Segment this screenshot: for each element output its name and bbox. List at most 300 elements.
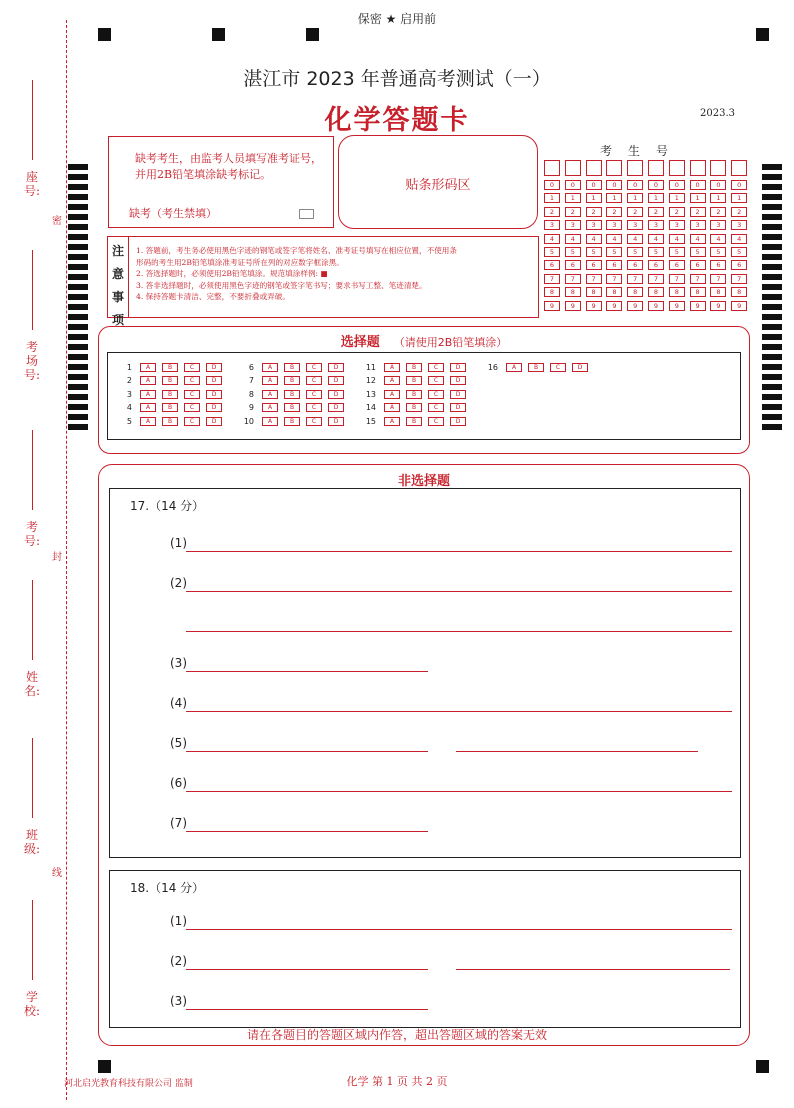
choice-bubble-a[interactable]: A: [384, 390, 400, 399]
choice-bubble-d[interactable]: D: [450, 376, 466, 385]
exam-id-bubble[interactable]: 3: [731, 220, 747, 230]
exam-id-bubble[interactable]: 7: [544, 274, 560, 284]
exam-id-bubble[interactable]: 7: [648, 274, 664, 284]
choice-question: [362, 390, 472, 400]
exam-id-bubble[interactable]: 3: [586, 220, 602, 230]
timing-stripe: [762, 324, 782, 330]
exam-id-bubble[interactable]: 5: [648, 247, 664, 257]
exam-id-bubble[interactable]: 3: [690, 220, 706, 230]
exam-id-bubble[interactable]: 9: [669, 301, 685, 311]
part-label: (1): [170, 914, 187, 928]
choice-bubble-d[interactable]: D: [450, 403, 466, 412]
choice-bubble-c[interactable]: C: [428, 390, 444, 399]
question-number: 3: [126, 389, 132, 399]
question-number: 1: [126, 363, 132, 372]
timing-stripe: [762, 194, 782, 200]
exam-id-bubble[interactable]: 0: [606, 180, 622, 190]
exam-id-bubble[interactable]: 9: [606, 301, 622, 311]
exam-id-bubble[interactable]: 8: [586, 287, 602, 297]
choice-bubble-b[interactable]: B: [406, 376, 422, 385]
exam-id-bubble[interactable]: 9: [731, 301, 747, 311]
side-label: 班级:: [24, 828, 41, 856]
choice-question: [240, 390, 350, 400]
exam-id-bubble[interactable]: 7: [710, 274, 726, 284]
choice-bubble-c[interactable]: C: [306, 376, 322, 385]
question-18-title: 18.（14 分）: [130, 881, 205, 895]
timing-stripe: [68, 334, 88, 340]
notice-lines: 1. 答题前，考生务必使用黑色字迹的钢笔或签字笔将姓名、准考证号填写在相应位置，不使用条 形码的考生用2B铅笔填涂准考证号所在列的对应数字框涂黑。 2. 答选择题时，必须使用2B铅笔填涂。规范填涂样例: ■ 3. 答非选择题时，必须使用黑色字迹的钢笔或签字笔书写；要求书写工整、笔迹清楚。 4. 保持答题卡清洁、完整，不要折叠或弄破。: [136, 246, 457, 302]
choice-bubble-a[interactable]: A: [384, 417, 400, 426]
exam-id-write-box[interactable]: [710, 160, 726, 176]
exam-id-write-box[interactable]: [648, 160, 664, 176]
barcode-area[interactable]: [338, 135, 538, 229]
choice-bubble-a[interactable]: A: [140, 390, 156, 399]
choice-question: [240, 403, 350, 413]
part-label: (5): [170, 736, 187, 750]
exam-id-bubble[interactable]: 3: [669, 220, 685, 230]
timing-stripe: [68, 374, 88, 380]
part-label: (1): [170, 536, 187, 550]
choice-bubble-d[interactable]: D: [450, 390, 466, 399]
timing-stripe: [68, 174, 88, 180]
choice-bubble-a[interactable]: A: [384, 363, 400, 372]
exam-id-bubble[interactable]: 1: [606, 193, 622, 203]
answer-line[interactable]: [186, 831, 428, 832]
exam-id-bubble[interactable]: 3: [606, 220, 622, 230]
exam-id-bubble[interactable]: 2: [565, 207, 581, 217]
company-label: 河北启光教育科技有限公司 监制: [64, 1079, 193, 1089]
choice-bubble-a[interactable]: A: [140, 403, 156, 412]
choice-bubble-b[interactable]: B: [284, 390, 300, 399]
question-number: 8: [248, 389, 254, 399]
choice-bubble-a[interactable]: A: [262, 390, 278, 399]
exam-id-bubble[interactable]: 0: [669, 180, 685, 190]
exam-id-write-box[interactable]: [731, 160, 747, 176]
exam-id-bubble[interactable]: 7: [627, 274, 643, 284]
timing-stripe: [68, 214, 88, 220]
exam-id-bubble[interactable]: 4: [648, 234, 664, 244]
exam-id-bubble[interactable]: 8: [565, 287, 581, 297]
side-label: 考号:: [24, 520, 41, 548]
timing-stripe: [68, 304, 88, 310]
exam-id-bubble[interactable]: 1: [690, 193, 706, 203]
side-label: 学校:: [24, 990, 41, 1018]
choice-bubble-d[interactable]: D: [328, 376, 344, 385]
notice-box: [107, 236, 539, 327]
timing-stripe: [762, 244, 782, 250]
choice-question: [240, 376, 350, 386]
timing-stripe: [68, 384, 88, 390]
answer-line[interactable]: [186, 1009, 428, 1010]
choice-bubble-c[interactable]: C: [428, 403, 444, 412]
question-17-title: 17.（14 分）: [130, 499, 205, 513]
exam-id-bubble[interactable]: 2: [606, 207, 622, 217]
side-write-line[interactable]: [32, 580, 33, 660]
timing-stripe: [68, 294, 88, 300]
exam-id-bubble[interactable]: 6: [690, 260, 706, 270]
exam-id-bubble[interactable]: 4: [690, 234, 706, 244]
exam-id-bubble[interactable]: 5: [627, 247, 643, 257]
part-label: (3): [170, 994, 187, 1008]
choice-bubble-a[interactable]: A: [262, 363, 278, 372]
exam-id-bubble[interactable]: 6: [606, 260, 622, 270]
choice-question: [362, 417, 472, 427]
timing-stripes-left: [68, 164, 88, 434]
choice-bubble-b[interactable]: B: [406, 390, 422, 399]
exam-id-bubble[interactable]: 1: [669, 193, 685, 203]
page-number: 化学 第 1 页 共 2 页: [346, 1075, 448, 1088]
exam-id-bubble[interactable]: 5: [669, 247, 685, 257]
choice-bubble-b[interactable]: B: [162, 363, 178, 372]
choice-bubble-c[interactable]: C: [550, 363, 566, 372]
exam-id-bubble[interactable]: 4: [606, 234, 622, 244]
exam-id-write-box[interactable]: [565, 160, 581, 176]
exam-id-bubble[interactable]: 4: [627, 234, 643, 244]
exam-id-bubble[interactable]: 1: [648, 193, 664, 203]
exam-id-bubble[interactable]: 7: [565, 274, 581, 284]
timing-stripe: [762, 284, 782, 290]
side-label: 姓名:: [24, 670, 41, 698]
timing-stripe: [762, 234, 782, 240]
timing-stripe: [762, 224, 782, 230]
choice-bubble-d[interactable]: D: [450, 363, 466, 372]
timing-stripe: [762, 274, 782, 280]
question-number: 5: [126, 416, 132, 426]
choice-bubble-c[interactable]: C: [428, 363, 444, 372]
seal-mark: 密: [52, 216, 62, 227]
question-number: 4: [126, 403, 132, 413]
choice-bubble-d[interactable]: D: [206, 403, 222, 412]
choice-bubble-d[interactable]: D: [206, 390, 222, 399]
exam-id-bubble[interactable]: 5: [731, 247, 747, 257]
exam-id-bubble[interactable]: 0: [710, 180, 726, 190]
absent-mark-box[interactable]: [299, 209, 314, 219]
exam-id-write-box[interactable]: [586, 160, 602, 176]
exam-id-write-box[interactable]: [544, 160, 560, 176]
choice-bubble-b[interactable]: B: [162, 390, 178, 399]
exam-id-bubble[interactable]: 6: [669, 260, 685, 270]
choice-bubble-d[interactable]: D: [328, 403, 344, 412]
seal-mark: 封: [52, 552, 62, 563]
exam-id-bubble[interactable]: 4: [565, 234, 581, 244]
exam-id-bubble[interactable]: 4: [586, 234, 602, 244]
exam-id-bubble[interactable]: 2: [731, 207, 747, 217]
registration-mark: [98, 28, 111, 41]
choice-bubble-c[interactable]: C: [306, 390, 322, 399]
exam-id-bubble[interactable]: 3: [648, 220, 664, 230]
exam-id-bubble[interactable]: 6: [710, 260, 726, 270]
exam-id-bubble[interactable]: 0: [586, 180, 602, 190]
exam-id-bubble[interactable]: 1: [565, 193, 581, 203]
choice-bubble-a[interactable]: A: [384, 403, 400, 412]
timing-stripe: [762, 214, 782, 220]
choice-header: [99, 331, 749, 350]
timing-stripe: [68, 204, 88, 210]
timing-stripe: [68, 324, 88, 330]
exam-id-bubble[interactable]: 5: [565, 247, 581, 257]
timing-stripe: [762, 314, 782, 320]
timing-stripe: [68, 314, 88, 320]
exam-id-bubble[interactable]: 7: [586, 274, 602, 284]
answer-area-note: 请在各题目的答题区域内作答，超出答题区域的答案无效: [246, 1028, 547, 1042]
choice-bubble-d[interactable]: D: [206, 363, 222, 372]
answer-line[interactable]: [186, 591, 732, 592]
question-number: 14: [365, 403, 376, 413]
question-number: 15: [365, 416, 376, 426]
timing-stripe: [762, 414, 782, 420]
choice-bubble-a[interactable]: A: [140, 417, 156, 426]
choice-bubble-b[interactable]: B: [162, 403, 178, 412]
choice-bubble-b[interactable]: B: [162, 376, 178, 385]
timing-stripe: [762, 384, 782, 390]
exam-id-bubble[interactable]: 6: [627, 260, 643, 270]
exam-id-bubble[interactable]: 5: [586, 247, 602, 257]
timing-stripe: [68, 194, 88, 200]
exam-id-bubble[interactable]: 6: [544, 260, 560, 270]
choice-bubble-c[interactable]: C: [306, 417, 322, 426]
answer-line[interactable]: [456, 751, 698, 752]
choice-question: [118, 376, 228, 386]
exam-id-bubble[interactable]: 2: [627, 207, 643, 217]
question-number: 12: [365, 376, 376, 386]
choice-bubble-b[interactable]: B: [406, 363, 422, 372]
answer-line[interactable]: [186, 711, 732, 712]
choice-bubble-a[interactable]: A: [140, 376, 156, 385]
choice-bubble-b[interactable]: B: [284, 417, 300, 426]
choice-bubble-d[interactable]: D: [328, 390, 344, 399]
exam-id-bubble[interactable]: 9: [586, 301, 602, 311]
choice-bubble-d[interactable]: D: [328, 363, 344, 372]
exam-id-bubble[interactable]: 2: [690, 207, 706, 217]
exam-title: 湛江市 2023 年普通高考测试（一）: [243, 68, 551, 90]
choice-bubble-d[interactable]: D: [450, 417, 466, 426]
part-label: (2): [170, 576, 187, 590]
choice-bubble-c[interactable]: C: [184, 417, 200, 426]
timing-stripe: [68, 404, 88, 410]
question-number: 10: [243, 416, 254, 426]
timing-stripe: [762, 354, 782, 360]
exam-id-write-box[interactable]: [690, 160, 706, 176]
answer-line[interactable]: [186, 671, 428, 672]
timing-stripe: [68, 224, 88, 230]
timing-stripe: [762, 394, 782, 400]
exam-id-bubble[interactable]: 5: [606, 247, 622, 257]
exam-id-bubble[interactable]: 4: [669, 234, 685, 244]
exam-id-bubble[interactable]: 1: [544, 193, 560, 203]
side-write-line[interactable]: [32, 250, 33, 330]
timing-stripe: [68, 234, 88, 240]
timing-stripe: [762, 404, 782, 410]
choice-bubble-c[interactable]: C: [184, 376, 200, 385]
exam-id-bubble[interactable]: 8: [690, 287, 706, 297]
exam-id-bubble[interactable]: 1: [710, 193, 726, 203]
exam-id-bubble[interactable]: 5: [544, 247, 560, 257]
choice-bubble-c[interactable]: C: [184, 403, 200, 412]
exam-id-bubble[interactable]: 2: [544, 207, 560, 217]
timing-stripe: [68, 414, 88, 420]
choice-bubble-d[interactable]: D: [572, 363, 588, 372]
answer-line[interactable]: [186, 929, 732, 930]
exam-id-bubble[interactable]: 6: [565, 260, 581, 270]
choice-bubble-d[interactable]: D: [328, 417, 344, 426]
choice-bubble-b[interactable]: B: [528, 363, 544, 372]
exam-id-write-box[interactable]: [627, 160, 643, 176]
exam-id-bubble[interactable]: 7: [606, 274, 622, 284]
choice-bubble-c[interactable]: C: [184, 363, 200, 372]
exam-id-bubble[interactable]: 2: [669, 207, 685, 217]
part-label: (7): [170, 816, 187, 830]
choice-bubble-a[interactable]: A: [140, 363, 156, 372]
timing-stripe: [762, 344, 782, 350]
exam-id-write-box[interactable]: [669, 160, 685, 176]
question-number: 16: [487, 363, 498, 372]
choice-bubble-a[interactable]: A: [384, 376, 400, 385]
choice-bubble-a[interactable]: A: [262, 417, 278, 426]
exam-date: 2023.3: [700, 108, 735, 119]
seal-mark: 线: [52, 868, 62, 879]
exam-id-bubble[interactable]: 0: [648, 180, 664, 190]
exam-id-bubble[interactable]: 9: [648, 301, 664, 311]
exam-id-bubble[interactable]: 8: [627, 287, 643, 297]
nonchoice-section: [98, 464, 750, 1046]
choice-question: [362, 376, 472, 386]
answer-line[interactable]: [186, 631, 732, 632]
exam-id-bubble[interactable]: 0: [565, 180, 581, 190]
absent-instructions: 缺考考生，由监考人员填写准考证号，并用2B铅笔填涂缺考标记。: [135, 152, 322, 181]
choice-bubble-b[interactable]: B: [284, 363, 300, 372]
exam-id-bubble[interactable]: 7: [731, 274, 747, 284]
exam-id-bubble[interactable]: 9: [690, 301, 706, 311]
choice-bubble-c[interactable]: C: [184, 390, 200, 399]
choice-grid: [107, 352, 741, 440]
question-number: 7: [248, 376, 254, 386]
secret-label: 保密 ★ 启用前: [357, 12, 437, 26]
choice-bubble-a[interactable]: A: [262, 403, 278, 412]
exam-id-bubble[interactable]: 8: [648, 287, 664, 297]
exam-id-bubble[interactable]: 8: [710, 287, 726, 297]
timing-stripe: [68, 274, 88, 280]
exam-id-bubble[interactable]: 6: [648, 260, 664, 270]
exam-id-bubble[interactable]: 4: [544, 234, 560, 244]
exam-id-bubble[interactable]: 9: [565, 301, 581, 311]
exam-id-bubble[interactable]: 9: [544, 301, 560, 311]
timing-stripe: [68, 354, 88, 360]
choice-section: [98, 326, 750, 454]
timing-stripe: [762, 374, 782, 380]
exam-id-bubble[interactable]: 6: [731, 260, 747, 270]
choice-bubble-b[interactable]: B: [284, 403, 300, 412]
choice-question: [240, 363, 350, 373]
exam-id-bubble[interactable]: 3: [544, 220, 560, 230]
exam-id-title: 考生号: [600, 144, 685, 158]
side-write-line[interactable]: [32, 900, 33, 980]
absent-box: [108, 136, 334, 228]
question-number: 9: [248, 403, 254, 413]
exam-id-bubble[interactable]: 7: [690, 274, 706, 284]
exam-id-bubble[interactable]: 9: [710, 301, 726, 311]
answer-line[interactable]: [186, 551, 732, 552]
exam-id-bubble[interactable]: 8: [606, 287, 622, 297]
exam-id-bubble[interactable]: 2: [710, 207, 726, 217]
answer-line[interactable]: [186, 751, 428, 752]
exam-id-bubble[interactable]: 0: [731, 180, 747, 190]
choice-bubble-a[interactable]: A: [262, 376, 278, 385]
part-label: (4): [170, 696, 187, 710]
choice-bubble-b[interactable]: B: [406, 417, 422, 426]
exam-id-bubble[interactable]: 1: [627, 193, 643, 203]
card-title: 化学答题卡: [324, 105, 470, 136]
choice-bubble-c[interactable]: C: [306, 363, 322, 372]
choice-bubble-d[interactable]: D: [206, 376, 222, 385]
exam-id-bubble[interactable]: 6: [586, 260, 602, 270]
question-18-box: [109, 870, 741, 1028]
answer-line[interactable]: [186, 969, 428, 970]
choice-question: [118, 363, 228, 373]
registration-mark: [212, 28, 225, 41]
timing-stripe: [68, 284, 88, 290]
choice-bubble-c[interactable]: C: [428, 376, 444, 385]
exam-id-bubble[interactable]: 3: [710, 220, 726, 230]
part-label: (3): [170, 656, 187, 670]
timing-stripe: [762, 304, 782, 310]
choice-title: 选择题: [340, 335, 380, 350]
exam-id-bubble[interactable]: 8: [544, 287, 560, 297]
side-write-line[interactable]: [32, 430, 33, 510]
timing-stripe: [68, 364, 88, 370]
choice-bubble-a[interactable]: A: [506, 363, 522, 372]
exam-id-write-box[interactable]: [606, 160, 622, 176]
exam-id-bubble[interactable]: 1: [586, 193, 602, 203]
exam-id-bubble[interactable]: 0: [627, 180, 643, 190]
choice-question: [118, 417, 228, 427]
exam-id-bubble[interactable]: 4: [731, 234, 747, 244]
exam-id-bubble[interactable]: 5: [710, 247, 726, 257]
exam-id-bubble[interactable]: 0: [544, 180, 560, 190]
side-write-line[interactable]: [32, 738, 33, 818]
nonchoice-title: 非选择题: [397, 474, 450, 489]
exam-id-bubble[interactable]: 8: [669, 287, 685, 297]
answer-line[interactable]: [186, 791, 732, 792]
choice-bubble-b[interactable]: B: [162, 417, 178, 426]
exam-id-bubble[interactable]: 2: [586, 207, 602, 217]
exam-id-bubble[interactable]: 1: [731, 193, 747, 203]
exam-id-bubble[interactable]: 0: [690, 180, 706, 190]
exam-id-bubble[interactable]: 5: [690, 247, 706, 257]
answer-line[interactable]: [456, 969, 730, 970]
exam-id-bubble[interactable]: 3: [565, 220, 581, 230]
exam-id-bubble[interactable]: 3: [627, 220, 643, 230]
choice-bubble-c[interactable]: C: [428, 417, 444, 426]
timing-stripe: [762, 184, 782, 190]
choice-question: [240, 417, 350, 427]
timing-stripe: [68, 164, 88, 170]
choice-bubble-b[interactable]: B: [284, 376, 300, 385]
choice-bubble-d[interactable]: D: [206, 417, 222, 426]
side-label: 座号:: [24, 170, 41, 198]
exam-id-bubble[interactable]: 8: [731, 287, 747, 297]
part-label: (6): [170, 776, 187, 790]
timing-stripe: [68, 424, 88, 430]
choice-bubble-c[interactable]: C: [306, 403, 322, 412]
exam-id-bubble[interactable]: 7: [669, 274, 685, 284]
exam-id-bubble[interactable]: 9: [627, 301, 643, 311]
part-label: (2): [170, 954, 187, 968]
timing-stripe: [68, 244, 88, 250]
choice-bubble-b[interactable]: B: [406, 403, 422, 412]
side-write-line[interactable]: [32, 80, 33, 160]
exam-id-bubble[interactable]: 2: [648, 207, 664, 217]
exam-id-bubble[interactable]: 4: [710, 234, 726, 244]
